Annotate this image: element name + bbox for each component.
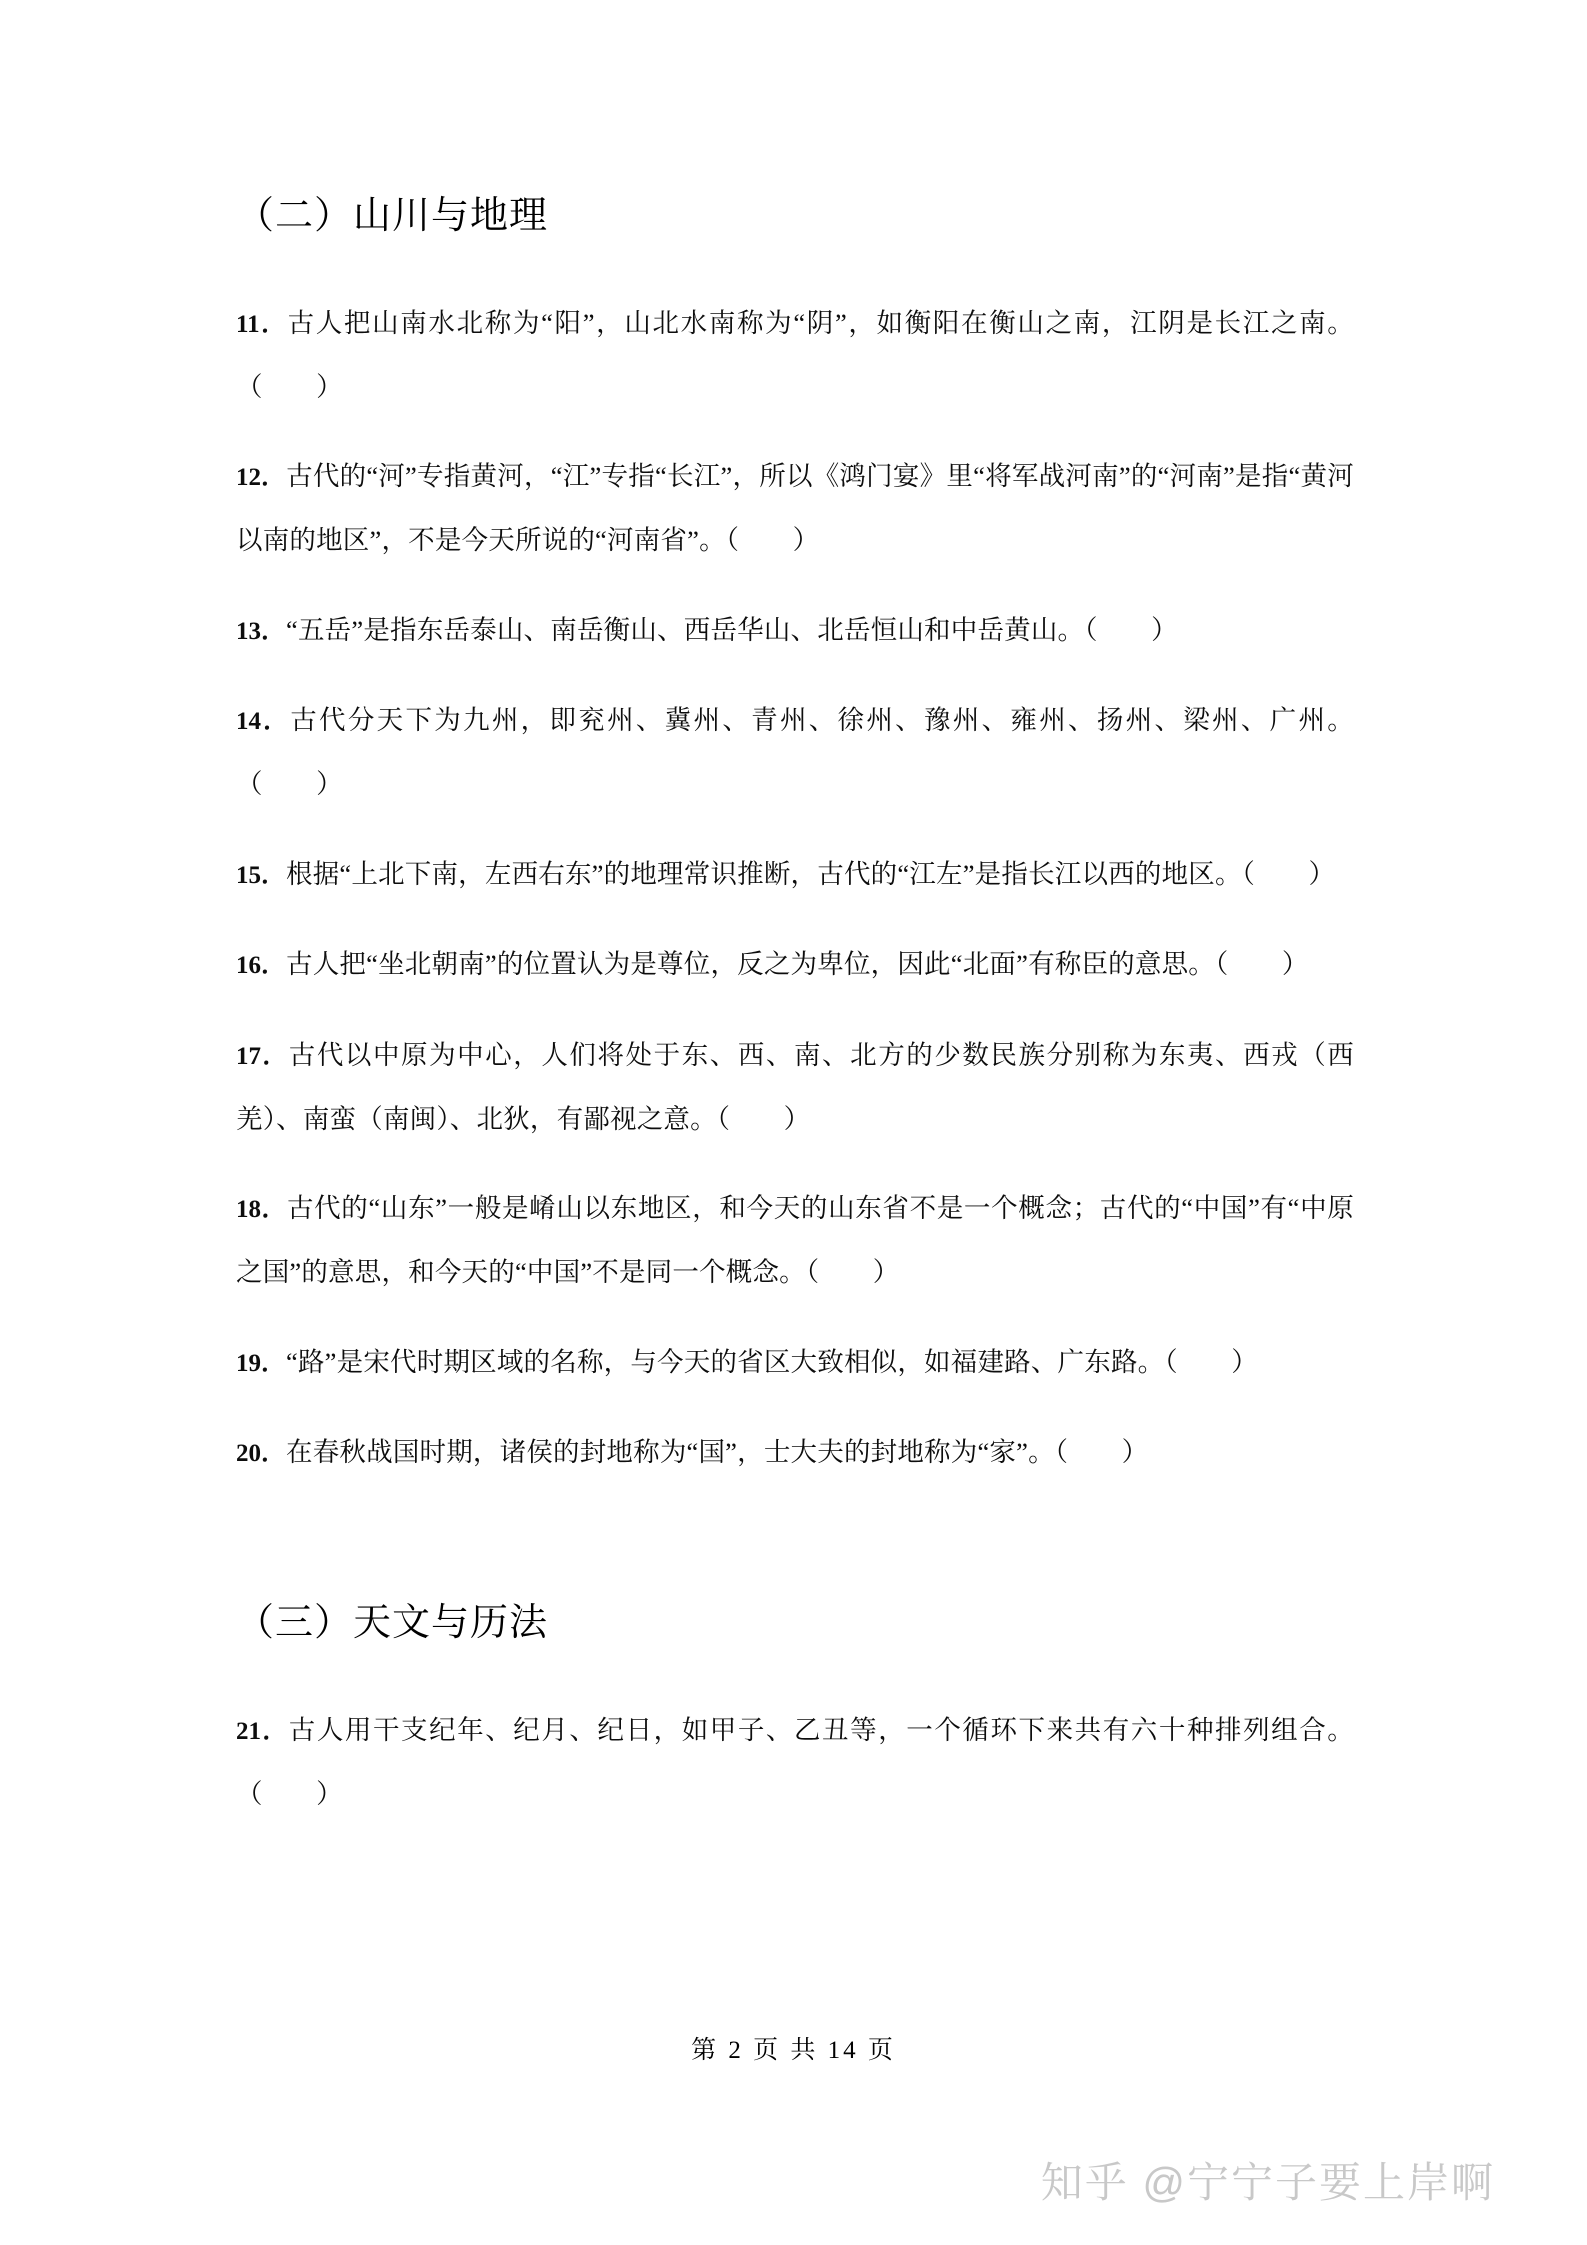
question-item-17 (236, 1024, 1354, 1151)
question-item-12 (236, 445, 1354, 572)
question-item-18 (236, 1177, 1354, 1304)
question-number-12: 12． (236, 464, 287, 492)
page-footer: 第 2 页 共 14 页 (691, 2037, 896, 2064)
question-text-20: 在春秋战国时期，诸侯的封地称为“国”，士大夫的封地称为“家”。（ ） (286, 1437, 1149, 1468)
question-text-12: 古代的“河”专指黄河，“江”专指“长江”，所以《鸿门宴》里“将军战河南”的“河南”是指“黄河以南的地区”，不是今天所说的“河南省”。（ ） (236, 461, 1354, 556)
question-number-18: 18． (236, 1196, 287, 1224)
question-item-14 (236, 689, 1354, 816)
question-text-11: 古人把山南水北称为“阳”，山北水南称为“阴”，如衡阳在衡山之南，江阴是长江之南。（ ） (236, 307, 1354, 402)
question-number-15: 15． (236, 861, 287, 889)
question-text-16: 古人把“坐北朝南”的位置认为是尊位，反之为卑位，因此“北面”有称臣的意思。（ ） (286, 949, 1309, 980)
question-number-16: 16． (236, 952, 287, 980)
question-number-21: 21． (236, 1718, 289, 1746)
question-text-13: “五岳”是指东岳泰山、南岳衡山、西岳华山、北岳恒山和中岳黄山。（ ） (286, 614, 1178, 645)
zhihu-watermark: 知乎 @宁宁子要上岸啊 (1040, 2159, 1495, 2206)
question-number-17: 17． (236, 1042, 289, 1070)
question-item-11 (236, 292, 1354, 419)
question-number-14: 14． (236, 708, 291, 736)
question-item-13 (236, 599, 1354, 663)
question-text-14: 古代分天下为九州，即兖州、冀州、青州、徐州、豫州、雍州、扬州、梁州、广州。（ ） (236, 705, 1354, 800)
question-item-15 (236, 843, 1354, 907)
question-text-17: 古代以中原为中心，人们将处于东、西、南、北方的少数民族分别称为东夷、西戎（西羌）、南蛮（南闽）、北狄，有鄙视之意。（ ） (236, 1039, 1354, 1134)
question-text-19: “路”是宋代时期区域的名称，与今天的省区大致相似，如福建路、广东路。（ ） (286, 1346, 1258, 1377)
question-item-19 (236, 1331, 1354, 1395)
question-text-15: 根据“上北下南，左西右东”的地理常识推断，古代的“江左”是指长江以西的地区。（ ） (286, 858, 1336, 889)
question-number-20: 20． (236, 1440, 287, 1468)
page-content (236, 0, 1354, 1853)
question-number-13: 13． (236, 617, 287, 645)
question-text-18: 古代的“山东”一般是崤山以东地区，和今天的山东省不是一个概念；古代的“中国”有“中原之国”的意思，和今天的“中国”不是同一个概念。（ ） (236, 1193, 1354, 1288)
section-heading-astronomy-calendar: （三）天文与历法 (236, 1602, 549, 1645)
question-number-19: 19． (236, 1349, 287, 1377)
question-text-21: 古人用干支纪年、纪月、纪日，如甲子、乙丑等，一个循环下来共有六十种排列组合。（ ） (236, 1715, 1354, 1810)
section-heading-mountains-geography: （二）山川与地理 (236, 195, 549, 237)
question-item-20 (236, 1421, 1354, 1485)
question-number-11: 11． (236, 310, 288, 338)
question-item-16 (236, 933, 1354, 997)
question-item-21 (236, 1699, 1354, 1826)
